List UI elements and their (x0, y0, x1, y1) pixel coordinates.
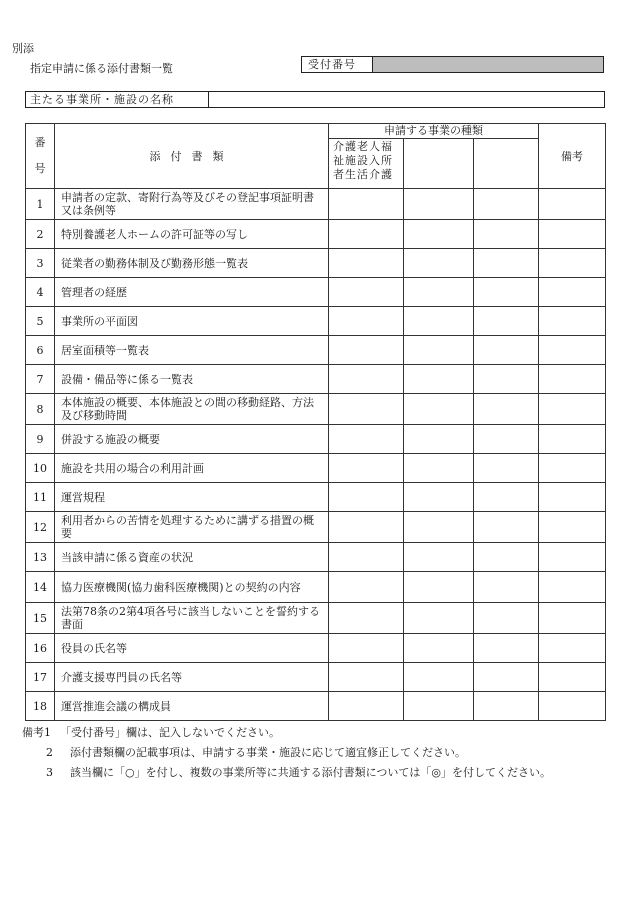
service-type-2-cell[interactable] (404, 278, 474, 307)
note-3 (22, 763, 551, 783)
row-document-name: 役員の氏名等 (55, 634, 329, 663)
service-type-2-cell[interactable] (404, 603, 474, 634)
notes (22, 723, 551, 783)
note-1-text: 「受付番号」欄は、記入しないでください。 (60, 726, 280, 739)
row-number: 10 (26, 454, 55, 483)
row-number: 16 (26, 634, 55, 663)
row-number: 15 (26, 603, 55, 634)
row-document-name: 居室面積等一覧表 (55, 336, 329, 365)
remarks-cell[interactable] (539, 220, 606, 249)
facility-name-label: 主たる事業所・施設の名称 (26, 92, 209, 107)
note-1 (22, 723, 551, 743)
service-type-3-cell[interactable] (474, 663, 539, 692)
service-type-1-cell[interactable] (329, 663, 404, 692)
row-number: 8 (26, 394, 55, 425)
table-row (26, 425, 606, 454)
service-type-1-cell[interactable] (329, 483, 404, 512)
table-row (26, 336, 606, 365)
service-type-2-cell[interactable] (404, 249, 474, 278)
service-type-2-cell[interactable] (404, 543, 474, 572)
service-type-3-cell[interactable] (474, 603, 539, 634)
remarks-cell[interactable] (539, 572, 606, 603)
service-type-3-cell[interactable] (474, 634, 539, 663)
remarks-cell[interactable] (539, 543, 606, 572)
service-type-3-cell[interactable] (474, 365, 539, 394)
service-type-2-cell[interactable] (404, 634, 474, 663)
col-number-line1: 番 (34, 136, 46, 149)
remarks-cell[interactable] (539, 425, 606, 454)
row-document-name: 事業所の平面図 (55, 307, 329, 336)
note-2-text: 添付書類欄の記載事項は、申請する事業・施設に応じて適宜修正してください。 (70, 746, 466, 759)
service-type-1-cell[interactable] (329, 425, 404, 454)
service-type-1-cell[interactable] (329, 220, 404, 249)
row-document-name: 法第78条の2第4項各号に該当しないことを誓約する書面 (55, 603, 329, 634)
service-type-3-cell[interactable] (474, 189, 539, 220)
service-type-3-cell[interactable] (474, 425, 539, 454)
table-row (26, 483, 606, 512)
row-document-name: 運営規程 (55, 483, 329, 512)
service-type-2-cell[interactable] (404, 663, 474, 692)
service-type-3-cell[interactable] (474, 454, 539, 483)
service-type-3-cell[interactable] (474, 394, 539, 425)
service-type-2-cell[interactable] (404, 425, 474, 454)
col-docs-header: 添付書類 (55, 124, 329, 189)
annex-label: 別添 (12, 42, 34, 55)
remarks-cell[interactable] (539, 663, 606, 692)
service-type-3-cell[interactable] (474, 543, 539, 572)
note-2-label: 2 (46, 746, 53, 759)
service-type-1-cell[interactable] (329, 307, 404, 336)
table-row (26, 634, 606, 663)
service-type-3-header (474, 139, 539, 189)
service-type-3-cell[interactable] (474, 307, 539, 336)
service-type-1-cell[interactable] (329, 543, 404, 572)
service-type-2-header (404, 139, 474, 189)
table-row (26, 692, 606, 721)
note-3-text: 該当欄に「○」を付し、複数の事業所等に共通する添付書類については「◎」を付してください。 (70, 766, 551, 779)
table-row (26, 663, 606, 692)
col-number-header (26, 124, 55, 189)
service-type-1-cell[interactable] (329, 512, 404, 543)
table-row (26, 512, 606, 543)
row-number: 5 (26, 307, 55, 336)
service-type-2-cell[interactable] (404, 572, 474, 603)
row-number: 11 (26, 483, 55, 512)
attachment-table (25, 123, 606, 721)
service-type-3-cell[interactable] (474, 336, 539, 365)
service-type-1-cell[interactable] (329, 454, 404, 483)
row-number: 13 (26, 543, 55, 572)
table-row (26, 249, 606, 278)
service-type-2-cell[interactable] (404, 483, 474, 512)
row-document-name: 従業者の勤務体制及び勤務形態一覧表 (55, 249, 329, 278)
table-row (26, 454, 606, 483)
row-document-name: 併設する施設の概要 (55, 425, 329, 454)
table-row (26, 394, 606, 425)
service-type-2-cell[interactable] (404, 220, 474, 249)
service-type-2-cell[interactable] (404, 692, 474, 721)
service-type-1-header: 介護老人福祉施設入所者生活介護 (329, 139, 404, 189)
receipt-number-label: 受付番号 (302, 57, 373, 72)
table-row (26, 572, 606, 603)
table-row (26, 603, 606, 634)
facility-name-box (25, 91, 605, 108)
row-number: 2 (26, 220, 55, 249)
service-type-3-cell[interactable] (474, 278, 539, 307)
row-document-name: 特別養護老人ホームの許可証等の写し (55, 220, 329, 249)
remarks-cell[interactable] (539, 483, 606, 512)
receipt-number-field[interactable] (373, 57, 603, 72)
remarks-cell[interactable] (539, 278, 606, 307)
remarks-cell[interactable] (539, 365, 606, 394)
service-type-1-cell[interactable] (329, 189, 404, 220)
table-row (26, 189, 606, 220)
service-type-1-cell[interactable] (329, 572, 404, 603)
remarks-cell[interactable] (539, 634, 606, 663)
row-number: 3 (26, 249, 55, 278)
table-row (26, 307, 606, 336)
service-type-1-cell[interactable] (329, 634, 404, 663)
row-number: 14 (26, 572, 55, 603)
note-3-label: 3 (46, 766, 53, 779)
remarks-cell[interactable] (539, 336, 606, 365)
remarks-cell[interactable] (539, 692, 606, 721)
row-document-name: 申請者の定款、寄附行為等及びその登記事項証明書又は条例等 (55, 189, 329, 220)
service-type-3-cell[interactable] (474, 249, 539, 278)
remarks-cell[interactable] (539, 512, 606, 543)
row-document-name: 施設を共用の場合の利用計画 (55, 454, 329, 483)
row-document-name: 管理者の経歴 (55, 278, 329, 307)
remarks-cell[interactable] (539, 307, 606, 336)
row-document-name: 設備・備品等に係る一覧表 (55, 365, 329, 394)
table-row (26, 365, 606, 394)
remarks-cell[interactable] (539, 454, 606, 483)
remarks-cell[interactable] (539, 394, 606, 425)
row-number: 6 (26, 336, 55, 365)
service-type-1-cell[interactable] (329, 278, 404, 307)
row-document-name: 運営推進会議の構成員 (55, 692, 329, 721)
service-type-2-cell[interactable] (404, 189, 474, 220)
service-type-2-cell[interactable] (404, 365, 474, 394)
receipt-number-box (301, 56, 604, 73)
service-type-3-cell[interactable] (474, 572, 539, 603)
row-document-name: 本体施設の概要、本体施設との間の移動経路、方法及び移動時間 (55, 394, 329, 425)
row-number: 18 (26, 692, 55, 721)
service-type-1-cell[interactable] (329, 365, 404, 394)
facility-name-field[interactable] (209, 92, 604, 107)
service-type-3-cell[interactable] (474, 220, 539, 249)
row-document-name: 当該申請に係る資産の状況 (55, 543, 329, 572)
service-type-1-cell[interactable] (329, 603, 404, 634)
table-row (26, 278, 606, 307)
table-row (26, 543, 606, 572)
service-type-1-cell[interactable] (329, 336, 404, 365)
note-1-label: 備考1 (22, 726, 51, 739)
row-number: 4 (26, 278, 55, 307)
remarks-cell[interactable] (539, 603, 606, 634)
row-number: 9 (26, 425, 55, 454)
remarks-cell[interactable] (539, 189, 606, 220)
service-type-2-cell[interactable] (404, 454, 474, 483)
service-type-1-cell[interactable] (329, 692, 404, 721)
row-document-name: 介護支援専門員の氏名等 (55, 663, 329, 692)
row-document-name: 協力医療機関(協力歯科医療機関)との契約の内容 (55, 572, 329, 603)
col-remarks-header: 備考 (539, 124, 606, 189)
service-type-2-cell[interactable] (404, 307, 474, 336)
service-type-3-cell[interactable] (474, 483, 539, 512)
row-document-name: 利用者からの苦情を処理するために講ずる措置の概要 (55, 512, 329, 543)
note-2 (22, 743, 551, 763)
row-number: 1 (26, 189, 55, 220)
remarks-cell[interactable] (539, 249, 606, 278)
col-service-types-header: 申請する事業の種類 (329, 124, 539, 139)
row-number: 12 (26, 512, 55, 543)
service-type-2-cell[interactable] (404, 394, 474, 425)
service-type-3-cell[interactable] (474, 512, 539, 543)
row-number: 17 (26, 663, 55, 692)
row-number: 7 (26, 365, 55, 394)
service-type-1-cell[interactable] (329, 394, 404, 425)
col-number-line2: 号 (34, 162, 46, 175)
service-type-2-cell[interactable] (404, 512, 474, 543)
service-type-3-cell[interactable] (474, 692, 539, 721)
document-title: 指定申請に係る添付書類一覧 (30, 62, 173, 75)
table-row (26, 220, 606, 249)
service-type-1-cell[interactable] (329, 249, 404, 278)
service-type-2-cell[interactable] (404, 336, 474, 365)
